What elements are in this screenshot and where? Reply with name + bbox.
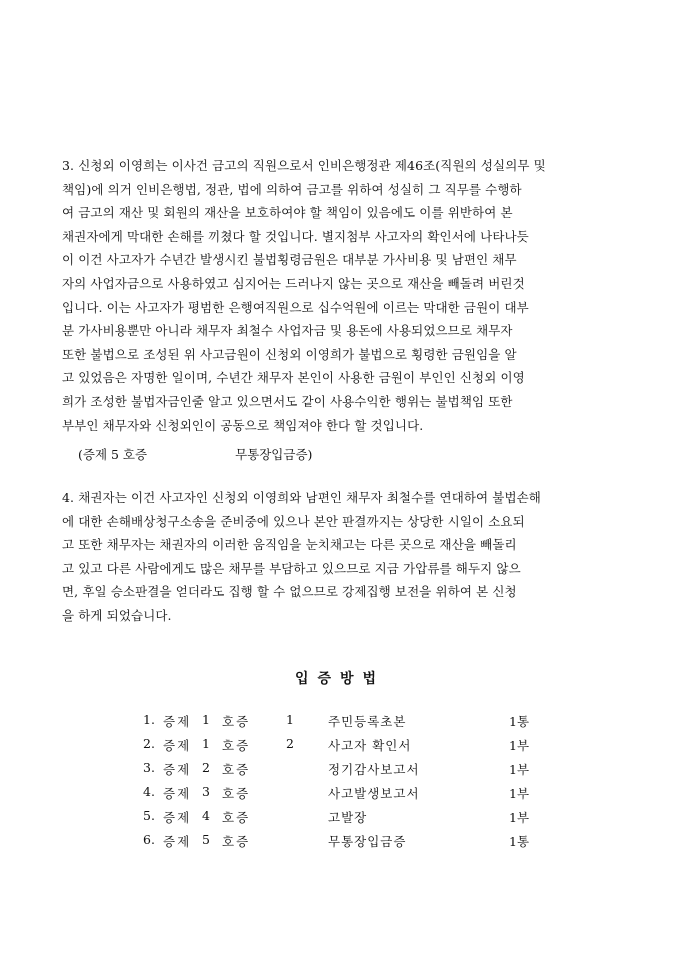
item-number: 3. bbox=[143, 760, 155, 775]
paragraph-line: 4. 채권자는 이건 사고자인 신청외 이영희와 남편인 채무자 최철수를 연대하여 불법손해 bbox=[62, 490, 541, 505]
item-qty: 1부 bbox=[509, 738, 530, 753]
item-ho: 호증 bbox=[222, 714, 251, 729]
item-ho: 호증 bbox=[222, 762, 251, 777]
paragraph-line: 채권자에게 막대한 손해를 끼쳤다 할 것입니다. 별지첨부 사고자의 확인서에 나타나듯 bbox=[62, 228, 529, 244]
paragraph-line: 여 금고의 재산 및 회원의 재산을 보호하여야 할 책임이 있음에도 이를 위반하여 본 bbox=[62, 205, 513, 221]
paragraph-line: 고 있고 다른 사람에게도 많은 채무를 부담하고 있으므로 지금 가압류를 해두지 않으 bbox=[62, 560, 521, 576]
item-type: 증제 bbox=[163, 810, 192, 825]
paragraph-3 bbox=[62, 154, 644, 437]
item-index: 2 bbox=[202, 760, 210, 775]
item-index: 5 bbox=[202, 832, 210, 847]
item-index: 4 bbox=[202, 808, 210, 823]
item-qty: 1통 bbox=[509, 834, 530, 849]
paragraph-4 bbox=[62, 486, 644, 628]
item-number: 1. bbox=[143, 712, 155, 727]
item-number: 6. bbox=[143, 832, 155, 847]
item-qty: 1통 bbox=[509, 714, 530, 729]
paragraph-line: 책임)에 의거 인비은행법, 정관, 법에 의하여 금고를 위하여 성실히 그 직무를 수행하 bbox=[62, 181, 522, 197]
item-ho: 호증 bbox=[222, 810, 251, 825]
item-name: 고발장 bbox=[328, 810, 368, 825]
paragraph-line: 고 있었음은 자명한 일이며, 수년간 채무자 본인이 사용한 금원이 부인인 신청외 이영 bbox=[62, 370, 525, 386]
paragraph-line: 을 하게 되었습니다. bbox=[62, 607, 172, 623]
evidence-note bbox=[78, 445, 312, 463]
item-number: 5. bbox=[143, 808, 155, 823]
item-name: 사고발생보고서 bbox=[328, 786, 420, 801]
paragraph-line: 희가 조성한 불법자금인줄 알고 있으면서도 같이 사용수익한 행위는 불법책임 또한 bbox=[62, 393, 513, 409]
item-index: 1 bbox=[202, 712, 210, 727]
item-name: 사고자 확인서 bbox=[328, 738, 412, 753]
item-index: 1 bbox=[202, 736, 210, 751]
item-name: 무통장입금증 bbox=[328, 834, 407, 849]
item-qty: 1부 bbox=[509, 762, 530, 777]
item-type: 증제 bbox=[163, 762, 192, 777]
item-number: 4. bbox=[143, 784, 155, 799]
paragraph-line: 3. 신청외 이영희는 이사건 금고의 직원으로서 인비은행정관 제46조(직원의 성실의무 및 bbox=[62, 158, 546, 173]
paragraph-line: 고 또한 채무자는 채권자의 이러한 움직임을 눈치채고는 다른 곳으로 재산을 빼돌리 bbox=[62, 537, 517, 553]
item-type: 증제 bbox=[163, 714, 192, 729]
item-sub: 2 bbox=[286, 736, 294, 751]
item-name: 정기감사보고서 bbox=[328, 762, 420, 777]
paragraph-line: 분 가사비용뿐만 아니라 채무자 최철수 사업자금 및 용돈에 사용되었으므로 채무자 bbox=[62, 323, 513, 339]
evidence-note-label: (증제 5 호증 bbox=[78, 447, 148, 462]
evidence-note-value: 무통장입금증) bbox=[235, 447, 313, 462]
item-qty: 1부 bbox=[509, 786, 530, 801]
paragraph-line: 부부인 채무자와 신청외인이 공동으로 책임져야 한다 할 것입니다. bbox=[62, 417, 424, 433]
item-type: 증제 bbox=[163, 786, 192, 801]
paragraph-line: 자의 사업자금으로 사용하였고 심지어는 드러나지 않는 곳으로 재산을 빼돌려 버린것 bbox=[62, 275, 525, 291]
evidence-heading: 입증방법 bbox=[294, 671, 386, 687]
item-ho: 호증 bbox=[222, 738, 251, 753]
item-sub: 1 bbox=[286, 712, 294, 727]
paragraph-line: 입니다. 이는 사고자가 평범한 은행여직원으로 십수억원에 이르는 막대한 금원이 대부 bbox=[62, 299, 529, 315]
item-number: 2. bbox=[143, 736, 155, 751]
paragraph-line: 이 이건 사고자가 수년간 발생시킨 불법횡령금원은 대부분 가사비용 및 남편인 채무 bbox=[62, 252, 517, 268]
paragraph-line: 또한 불법으로 조성된 위 사고금원이 신청외 이영희가 불법으로 횡령한 금원임을 알 bbox=[62, 346, 517, 362]
item-ho: 호증 bbox=[222, 786, 251, 801]
item-index: 3 bbox=[202, 784, 210, 799]
paragraph-line: 에 대한 손해배상청구소송을 준비중에 있으나 본안 판결까지는 상당한 시일이 소요되 bbox=[62, 513, 525, 529]
paragraph-line: 면, 후일 승소판결을 얻더라도 집행 할 수 없으므로 강제집행 보전을 위하여 본 신청 bbox=[62, 584, 517, 600]
item-type: 증제 bbox=[163, 738, 192, 753]
item-type: 증제 bbox=[163, 834, 192, 849]
item-ho: 호증 bbox=[222, 834, 251, 849]
item-qty: 1부 bbox=[509, 810, 530, 825]
item-name: 주민등록초본 bbox=[328, 714, 407, 729]
